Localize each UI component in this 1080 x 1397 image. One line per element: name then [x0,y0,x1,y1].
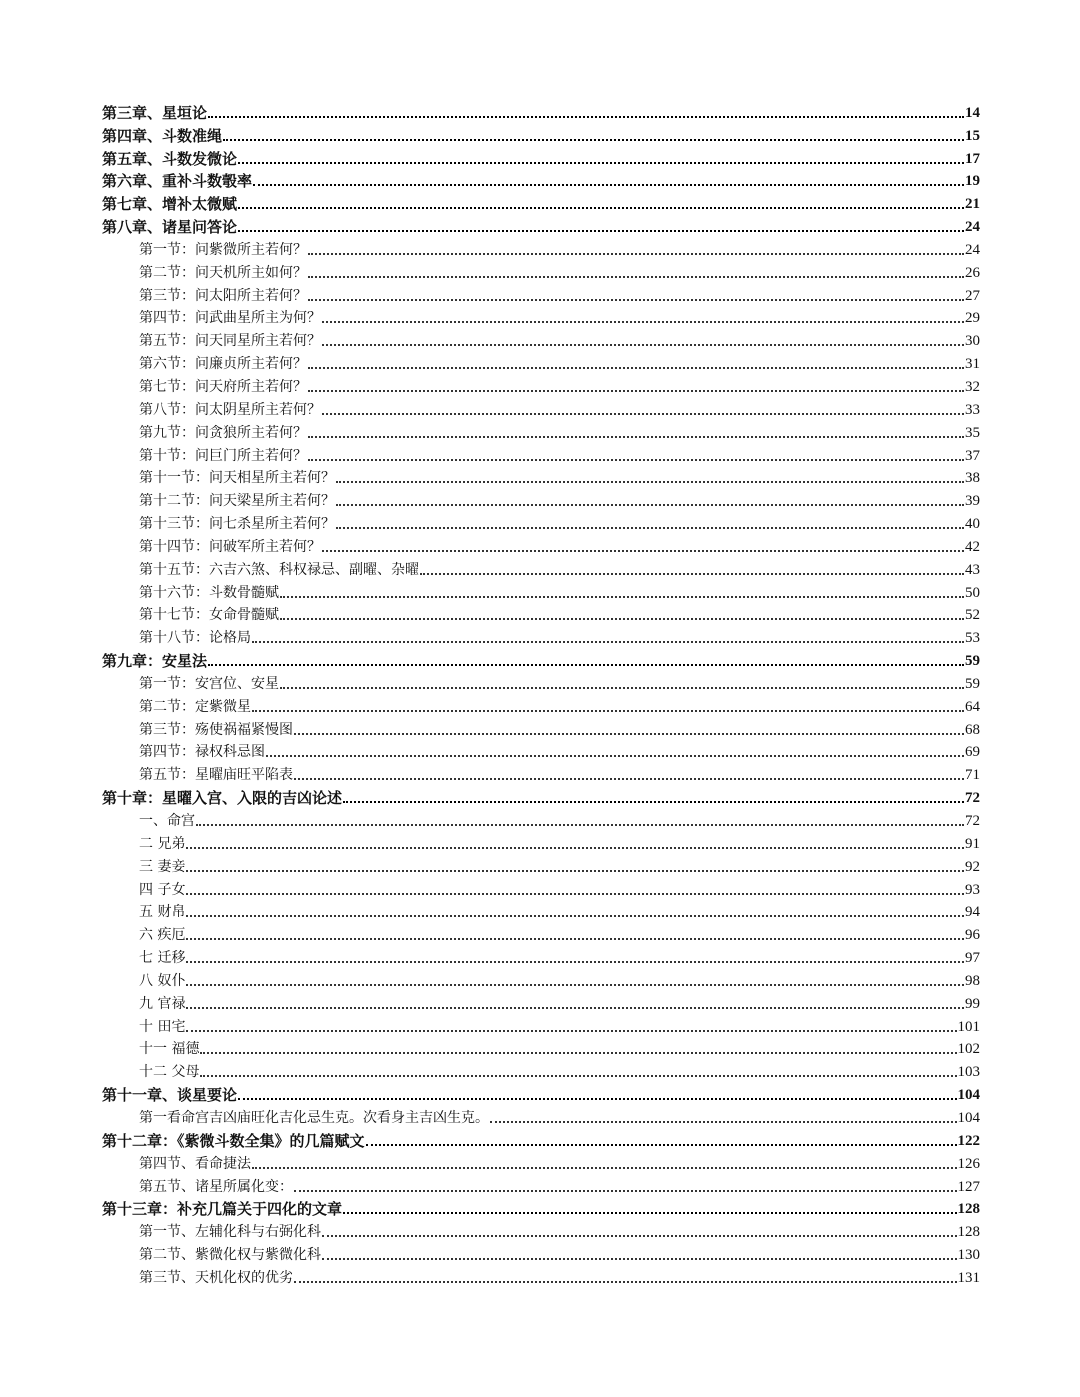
toc-entry-page-number: 97 [965,950,980,967]
toc-section-entry[interactable] [102,1174,980,1197]
toc-entry-page-number: 126 [957,1155,980,1172]
toc-entry-page-number: 29 [965,310,980,327]
toc-entry-title: 七 迁移 [139,950,186,967]
toc-entry-title: 第四章、斗数准绳 [102,126,223,145]
toc-section-entry[interactable] [102,1242,980,1265]
dot-leader [186,870,964,872]
dot-leader [308,367,964,369]
toc-chapter-entry[interactable] [102,169,980,192]
toc-chapter-entry[interactable] [102,146,980,169]
dot-leader [252,1167,957,1169]
dot-leader [322,413,964,415]
toc-entry-page-number: 52 [965,607,980,624]
toc-entry-title: 第二节：问天机所主如何？ [139,264,307,281]
dot-leader [186,1030,956,1032]
toc-section-entry[interactable] [102,237,980,260]
toc-entry-page-number: 72 [965,790,980,807]
toc-entry-page-number: 122 [957,1132,980,1149]
toc-section-entry[interactable] [102,1059,980,1082]
dot-leader [223,139,964,141]
toc-section-entry[interactable] [102,922,980,945]
toc-section-entry[interactable] [102,694,980,717]
toc-section-entry[interactable] [102,1265,980,1288]
dot-leader [343,1212,956,1214]
dot-leader [322,321,964,323]
dot-leader [280,687,964,689]
dot-leader [294,778,964,780]
dot-leader [420,573,964,575]
dot-leader [186,961,964,963]
toc-entry-page-number: 43 [965,561,980,578]
toc-entry-title: 第十六节：斗数骨髓赋 [139,584,279,601]
toc-entry-title: 第八章、诸星问答论 [102,218,238,237]
toc-entry-page-number: 42 [965,538,980,555]
toc-section-entry[interactable] [102,877,980,900]
toc-entry-page-number: 130 [957,1247,980,1264]
dot-leader [186,1007,964,1009]
toc-section-entry[interactable] [102,443,980,466]
toc-entry-title: 第十一章、谈星要论 [102,1086,238,1105]
dot-leader [336,481,964,483]
toc-section-entry[interactable] [102,260,980,283]
dot-leader [322,1235,957,1237]
toc-entry-page-number: 104 [957,1109,980,1126]
dot-leader [280,596,964,598]
toc-section-entry[interactable] [102,968,980,991]
toc-chapter-entry[interactable] [102,785,980,808]
toc-entry-title: 第四节：问武曲星所主为何？ [139,310,321,327]
dot-leader [238,1098,956,1100]
toc-chapter-entry[interactable] [102,214,980,237]
dot-leader [238,162,964,164]
toc-entry-title: 第十节：问巨门所主若何？ [139,447,307,464]
toc-entry-page-number: 98 [965,972,980,989]
toc-entry-title: 六 疾厄 [139,927,186,944]
toc-entry-title: 第一节：问紫微所主若何？ [139,241,307,258]
toc-section-entry[interactable] [102,488,980,511]
toc-entry-title: 第九节：问贪狼所主若何？ [139,424,307,441]
dot-leader [366,1144,957,1146]
toc-entry-title: 五 财帛 [139,904,186,921]
toc-entry-title: 第七章、增补太微赋 [102,195,238,214]
toc-entry-page-number: 38 [965,470,980,487]
toc-entry-title: 第三节、天机化权的优劣 [139,1269,293,1286]
dot-leader [186,938,964,940]
dot-leader [294,733,964,735]
toc-section-entry[interactable] [102,306,980,329]
toc-section-entry[interactable] [102,397,980,420]
toc-section-entry[interactable] [102,1151,980,1174]
toc-entry-title: 第五节：问天同星所主若何？ [139,333,321,350]
toc-entry-page-number: 96 [965,927,980,944]
toc-section-entry[interactable] [102,557,980,580]
toc-entry-page-number: 50 [965,584,980,601]
toc-entry-page-number: 99 [965,995,980,1012]
toc-entry-page-number: 35 [965,424,980,441]
toc-section-entry[interactable] [102,854,980,877]
toc-section-entry[interactable] [102,351,980,374]
toc-entry-title: 第八节：问太阴星所主若何？ [139,401,321,418]
toc-entry-page-number: 24 [965,241,980,258]
dot-leader [238,207,964,209]
dot-leader [322,1258,957,1260]
toc-entry-title: 十二 父母 [139,1064,200,1081]
dot-leader [200,1075,956,1077]
dot-leader [253,184,964,186]
toc-section-entry[interactable] [102,831,980,854]
toc-chapter-entry[interactable] [102,1082,980,1105]
toc-entry-title: 第五章、斗数发微论 [102,149,238,168]
dot-leader [308,390,964,392]
toc-entry-page-number: 68 [965,721,980,738]
toc-chapter-entry[interactable] [102,1128,980,1151]
toc-entry-page-number: 102 [957,1041,980,1058]
toc-entry-page-number: 128 [957,1201,980,1218]
toc-section-entry[interactable] [102,466,980,489]
toc-entry-title: 第二节、紫微化权与紫微化科 [139,1247,321,1264]
toc-chapter-entry[interactable] [102,1197,980,1220]
toc-entry-page-number: 15 [965,127,980,144]
dot-leader [252,710,964,712]
dot-leader [208,664,964,666]
toc-section-entry[interactable] [102,328,980,351]
toc-entry-page-number: 26 [965,264,980,281]
toc-entry-page-number: 53 [965,630,980,647]
dot-leader [322,344,964,346]
toc-entry-page-number: 37 [965,447,980,464]
dot-leader [208,116,964,118]
toc-section-entry[interactable] [102,808,980,831]
toc-entry-title: 十一 福德 [139,1041,200,1058]
toc-entry-page-number: 72 [965,813,980,829]
toc-chapter-entry[interactable] [102,123,980,146]
toc-entry-title: 第二节：定紫微星 [139,698,251,715]
dot-leader [186,915,964,917]
toc-entry-title: 第十一节：问天相星所主若何？ [139,470,335,487]
toc-entry-title: 第十五节：六吉六煞、科权禄忌、副曜、杂曜 [139,561,419,578]
toc-entry-page-number: 64 [965,698,980,715]
toc-entry-title: 第十二节：问天梁星所主若何？ [139,493,335,510]
dot-leader [280,618,964,620]
toc-entry-title: 第十七节：女命骨髓赋 [139,607,279,624]
toc-section-entry[interactable] [102,945,980,968]
toc-entry-title: 第一节：安宫位、安星 [139,675,279,692]
toc-entry-title: 第十四节：问破军所主若何？ [139,538,321,555]
toc-entry-title: 第三章、星垣论 [102,103,208,122]
toc-section-entry[interactable] [102,374,980,397]
toc-entry-page-number: 14 [965,104,980,121]
toc-entry-title: 第十章：星曜入宫、入限的吉凶论述 [102,789,343,808]
dot-leader [186,847,964,849]
toc-entry-title: 第五节、诸星所属化变： [139,1178,293,1195]
toc-entry-title: 第五节：星曜庙旺平陷表 [139,767,293,784]
toc-entry-page-number: 128 [957,1224,980,1241]
toc-section-entry[interactable] [102,991,980,1014]
toc-entry-title: 二 兄弟 [139,835,186,852]
toc-section-entry[interactable] [102,283,980,306]
dot-leader [336,527,964,529]
toc-entry-page-number: 19 [965,173,980,190]
toc-entry-page-number: 92 [965,858,980,875]
toc-entry-title: 第四节、看命捷法 [139,1155,251,1172]
toc-entry-page-number: 30 [965,333,980,350]
dot-leader [266,755,964,757]
toc-entry-title: 八 奴仆 [139,972,186,989]
toc-entry-title: 第十三章：补充几篇关于四化的文章 [102,1200,343,1219]
dot-leader [294,1281,957,1283]
toc-entry-title: 三 妻妾 [139,858,186,875]
dot-leader [336,504,964,506]
toc-section-entry[interactable] [102,762,980,785]
toc-section-entry[interactable] [102,1037,980,1060]
toc-entry-title: 第十八节：论格局 [139,630,251,647]
dot-leader [252,641,964,643]
dot-leader [200,1052,956,1054]
toc-entry-page-number: 32 [965,378,980,395]
toc-section-entry[interactable] [102,1219,980,1242]
dot-leader [294,1190,957,1192]
toc-section-entry[interactable] [102,420,980,443]
dot-leader [308,299,964,301]
toc-entry-title: 第六节：问廉贞所主若何？ [139,356,307,373]
toc-entry-page-number: 27 [965,287,980,304]
toc-entry-title: 第一看命宫吉凶庙旺化吉化忌生克。次看身主吉凶生克。 [139,1109,489,1126]
dot-leader [343,801,964,803]
toc-entry-title: 四 子女 [139,881,186,898]
toc-section-entry[interactable] [102,1105,980,1128]
dot-leader [308,459,964,461]
toc-entry-page-number: 91 [965,835,980,852]
toc-entry-title: 第六章、重补斗数彀率 [102,172,253,191]
dot-leader [308,436,964,438]
toc-entry-title: 第七节：问天府所主若何？ [139,378,307,395]
toc-section-entry[interactable] [102,1014,980,1037]
toc-section-entry[interactable] [102,603,980,626]
toc-entry-page-number: 103 [957,1064,980,1081]
toc-entry-title: 第四节：禄权科忌图 [139,744,265,761]
toc-entry-title: 第十二章：《紫微斗数全集》的几篇赋文 [102,1131,365,1150]
toc-entry-title: 一、命宫 [139,813,195,829]
toc-chapter-entry[interactable] [102,100,980,123]
toc-entry-title: 第三节：殇使祸福紧慢图 [139,721,293,738]
dot-leader [186,984,964,986]
toc-entry-page-number: 24 [965,219,980,236]
toc-chapter-entry[interactable] [102,191,980,214]
toc-entry-page-number: 104 [957,1087,980,1104]
toc-section-entry[interactable] [102,511,980,534]
toc-entry-title: 九 官禄 [139,995,186,1012]
toc-entry-page-number: 59 [965,675,980,692]
dot-leader [238,230,964,232]
toc-chapter-entry[interactable] [102,648,980,671]
toc-entry-page-number: 17 [965,150,980,167]
toc-entry-page-number: 59 [965,653,980,670]
dot-leader [196,824,964,826]
toc-entry-page-number: 131 [957,1269,980,1286]
toc-entry-title: 第一节、左辅化科与右弼化科 [139,1224,321,1241]
dot-leader [490,1121,957,1123]
toc-entry-page-number: 93 [965,881,980,898]
toc-section-entry[interactable] [102,580,980,603]
toc-section-entry[interactable] [102,740,980,763]
toc-entry-title: 第三节：问太阳所主若何？ [139,287,307,304]
toc-entry-title: 第九章：安星法 [102,652,208,671]
toc-entry-page-number: 40 [965,516,980,533]
dot-leader [186,893,964,895]
toc-entry-title: 第十三节：问七杀星所主若何？ [139,516,335,533]
toc-entry-page-number: 39 [965,493,980,510]
dot-leader [322,550,964,552]
toc-entry-page-number: 101 [957,1018,980,1035]
toc-entry-title: 十 田宅 [139,1018,186,1035]
toc-section-entry[interactable] [102,534,980,557]
toc-section-entry[interactable] [102,671,980,694]
toc-entry-page-number: 127 [957,1178,980,1195]
dot-leader [308,276,964,278]
toc-entry-page-number: 33 [965,401,980,418]
toc-section-entry[interactable] [102,717,980,740]
toc-entry-page-number: 21 [965,196,980,213]
table-of-contents [102,100,980,1288]
toc-entry-page-number: 94 [965,904,980,921]
dot-leader [308,253,964,255]
toc-entry-page-number: 71 [965,767,980,784]
toc-entry-page-number: 31 [965,356,980,373]
toc-section-entry[interactable] [102,900,980,923]
toc-entry-page-number: 69 [965,744,980,761]
toc-section-entry[interactable] [102,625,980,648]
